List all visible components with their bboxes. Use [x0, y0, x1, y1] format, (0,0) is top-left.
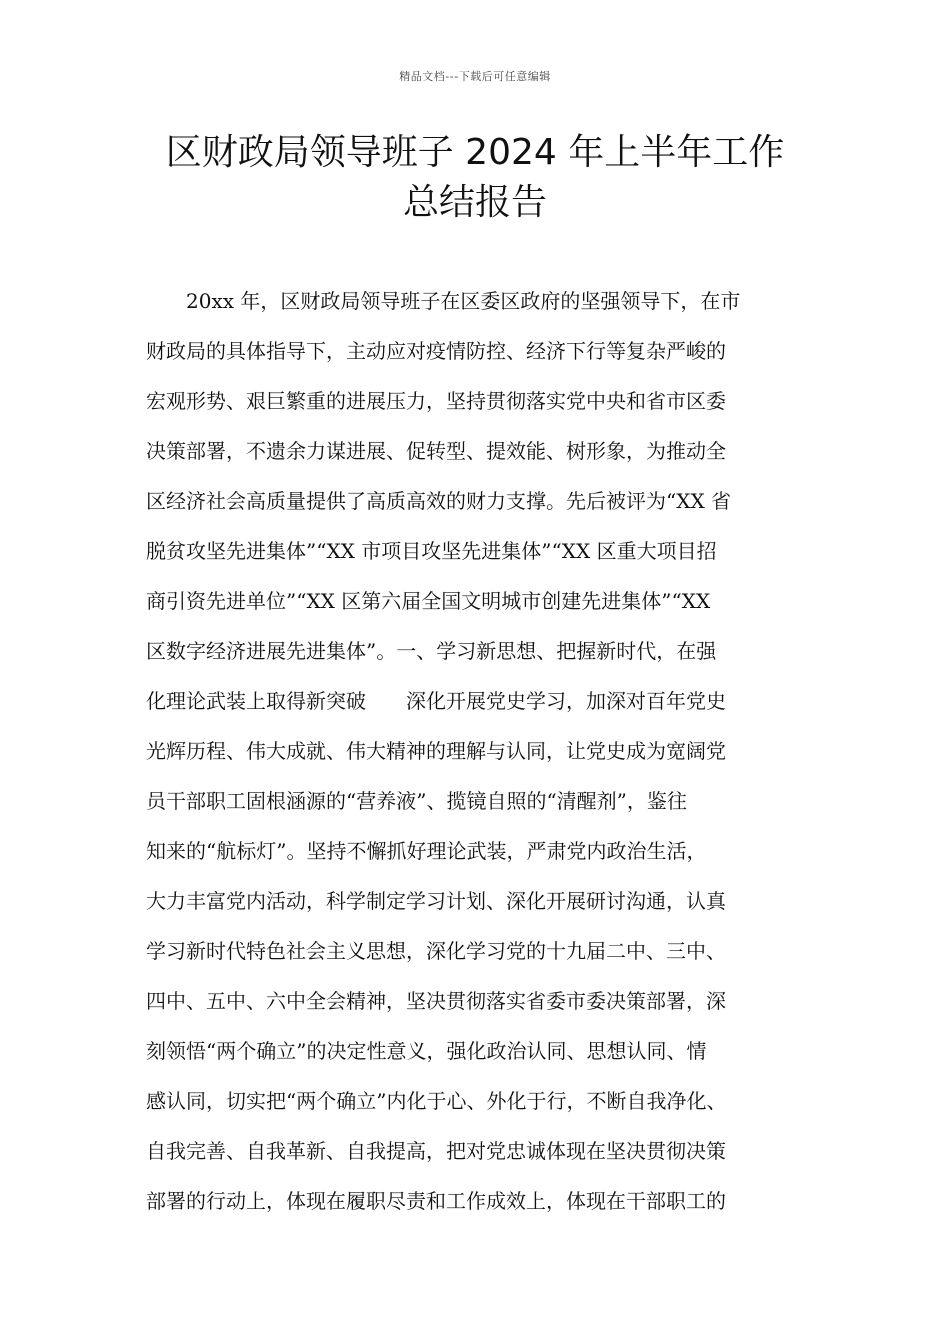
body-line: 四中、五中、六中全会精神，坚决贯彻落实省委市委决策部署，深 [146, 989, 726, 1013]
body-line: 员干部职工固根涵源的“营养液”、揽镜自照的“清醒剂”，鉴往 [146, 789, 687, 813]
body-line: 区数字经济进展先进集体”。一、学习新思想、把握新时代，在强 [146, 639, 717, 663]
body-line: 脱贫攻坚先进集体”“XX 市项目攻坚先进集体”“XX 区重大项目招 [146, 539, 717, 563]
body-line: 知来的“航标灯”。坚持不懈抓好理论武装，严肃党内政治生活， [146, 839, 707, 863]
body-line: 自我完善、自我革新、自我提高，把对党忠诚体现在坚决贯彻决策 [146, 1139, 726, 1163]
body-line: 学习新时代特色社会主义思想，深化学习党的十九届二中、三中、 [146, 939, 726, 963]
body-line: 部署的行动上，体现在履职尽责和工作成效上，体现在干部职工的 [146, 1189, 726, 1213]
body-line: 化理论武装上取得新突破 深化开展党史学习，加深对百年党史 [146, 689, 726, 713]
body-line: 感认同，切实把“两个确立”内化于心、外化于行，不断自我净化、 [146, 1089, 727, 1113]
body-line: 大力丰富党内活动，科学制定学习计划、深化开展研讨沟通，认真 [146, 889, 726, 913]
body-line: 财政局的具体指导下，主动应对疫情防控、经济下行等复杂严峻的 [146, 339, 726, 363]
body-line: 光辉历程、伟大成就、伟大精神的理解与认同，让党史成为宽阔党 [146, 739, 726, 763]
body-line: 区经济社会高质量提供了高质高效的财力支撑。先后被评为“XX 省 [146, 489, 732, 513]
body-line: 决策部署，不遗余力谋进展、促转型、提效能、树形象，为推动全 [146, 439, 726, 463]
title-line-1: 区财政局领导班子 2024 年上半年工作 [165, 132, 785, 173]
body-line: 宏观形势、艰巨繁重的进展压力，坚持贯彻落实党中央和省市区委 [146, 389, 726, 413]
body-line: 20xx 年，区财政局领导班子在区委区政府的坚强领导下，在市 [186, 289, 741, 313]
title-line-2: 总结报告 [402, 182, 547, 223]
document-title [140, 128, 810, 228]
body-line: 刻领悟“两个确立”的决定性意义，强化政治认同、思想认同、情 [146, 1039, 707, 1063]
page-header: 精品文档---下载后可任意编辑 [399, 70, 551, 83]
document-body [146, 276, 826, 1226]
body-line: 商引资先进单位”“XX 区第六届全国文明城市创建先进集体”“XX [146, 589, 711, 613]
